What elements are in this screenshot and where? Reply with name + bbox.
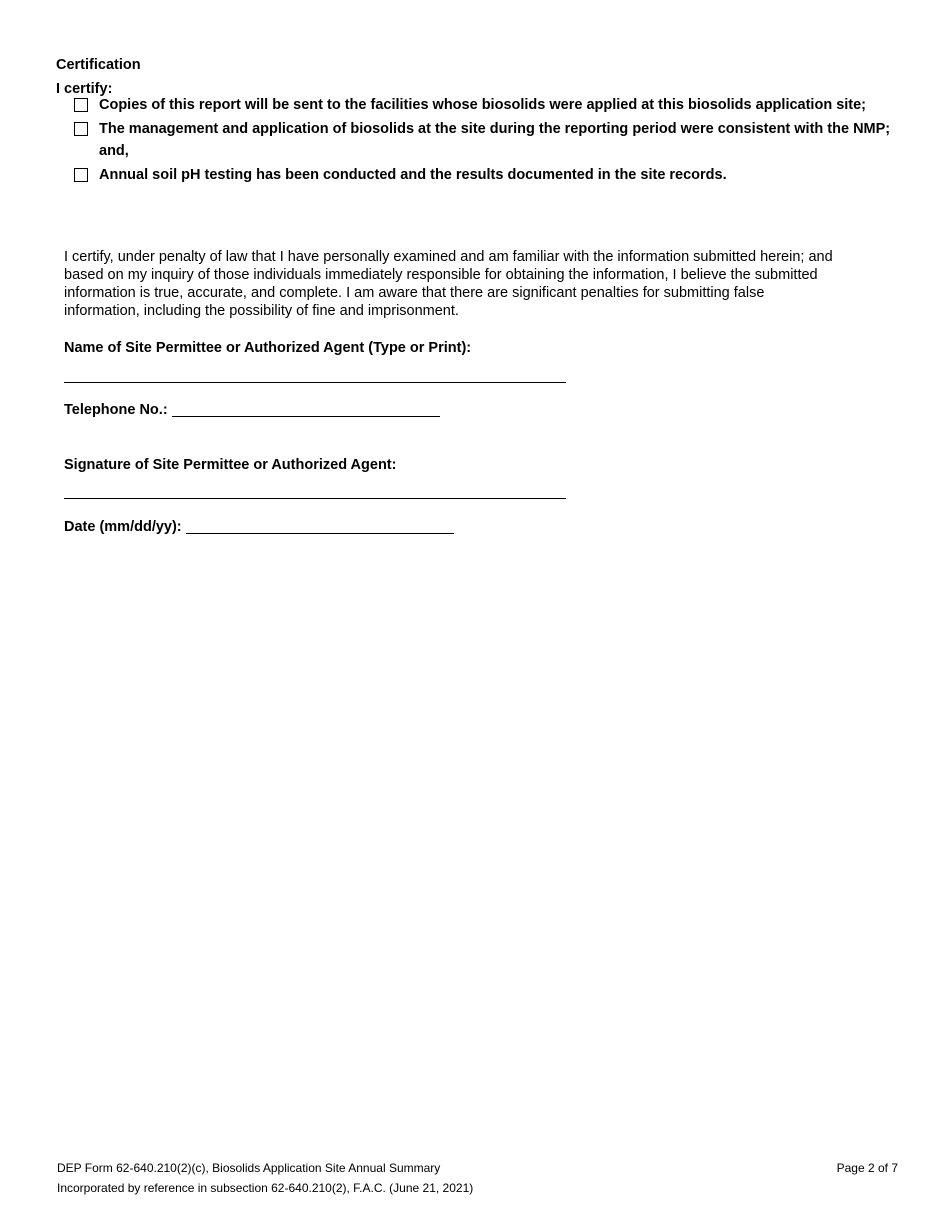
telephone-field-line[interactable] bbox=[172, 416, 440, 417]
certification-item bbox=[74, 96, 894, 116]
footer-form-title: DEP Form 62-640.210(2)(c), Biosolids Application Site Annual Summary bbox=[57, 1161, 441, 1175]
certify-intro: I certify: bbox=[56, 81, 113, 97]
date-field-label: Date (mm/dd/yy): bbox=[64, 519, 182, 535]
name-field-line[interactable] bbox=[64, 382, 566, 383]
footer-incorporated: Incorporated by reference in subsection 62-640.210(2), F.A.C. (June 21, 2021) bbox=[57, 1181, 474, 1195]
page-number: Page 2 of 7 bbox=[836, 1161, 898, 1175]
certification-item-text: Copies of this report will be sent to the facilities whose biosolids were applied at this biosolids application site; bbox=[99, 97, 867, 113]
telephone-field-label: Telephone No.: bbox=[64, 402, 168, 418]
date-field bbox=[64, 518, 454, 536]
date-field-line[interactable] bbox=[186, 533, 454, 534]
signature-field-line[interactable] bbox=[64, 498, 566, 499]
certification-checkbox-1[interactable] bbox=[74, 98, 88, 112]
certification-checklist bbox=[74, 96, 894, 190]
certification-item-text: Annual soil pH testing has been conducted and the results documented in the site records. bbox=[99, 167, 727, 183]
certification-checkbox-3[interactable] bbox=[74, 168, 88, 182]
certification-checkbox-2[interactable] bbox=[74, 122, 88, 136]
certification-item-text: The management and application of biosolids at the site during the reporting period were consistent with the NMP; and, bbox=[99, 121, 891, 159]
name-field-label: Name of Site Permittee or Authorized Agent (Type or Print): bbox=[64, 340, 472, 356]
certification-item bbox=[74, 120, 894, 162]
telephone-field bbox=[64, 401, 440, 419]
signature-field-label: Signature of Site Permittee or Authorized Agent: bbox=[64, 457, 397, 473]
certification-title: Certification bbox=[56, 57, 141, 73]
certification-statement: I certify, under penalty of law that I have personally examined and am familiar with the information submitted herein; and based on my inquiry of those individuals immediately responsible for obtaining the information, I believe the submitted information is true, accurate, and complete. I am aware that there are significant penalties for submitting false information, including the possibility of fine and imprisonment. bbox=[64, 249, 833, 319]
certification-item bbox=[74, 166, 894, 186]
